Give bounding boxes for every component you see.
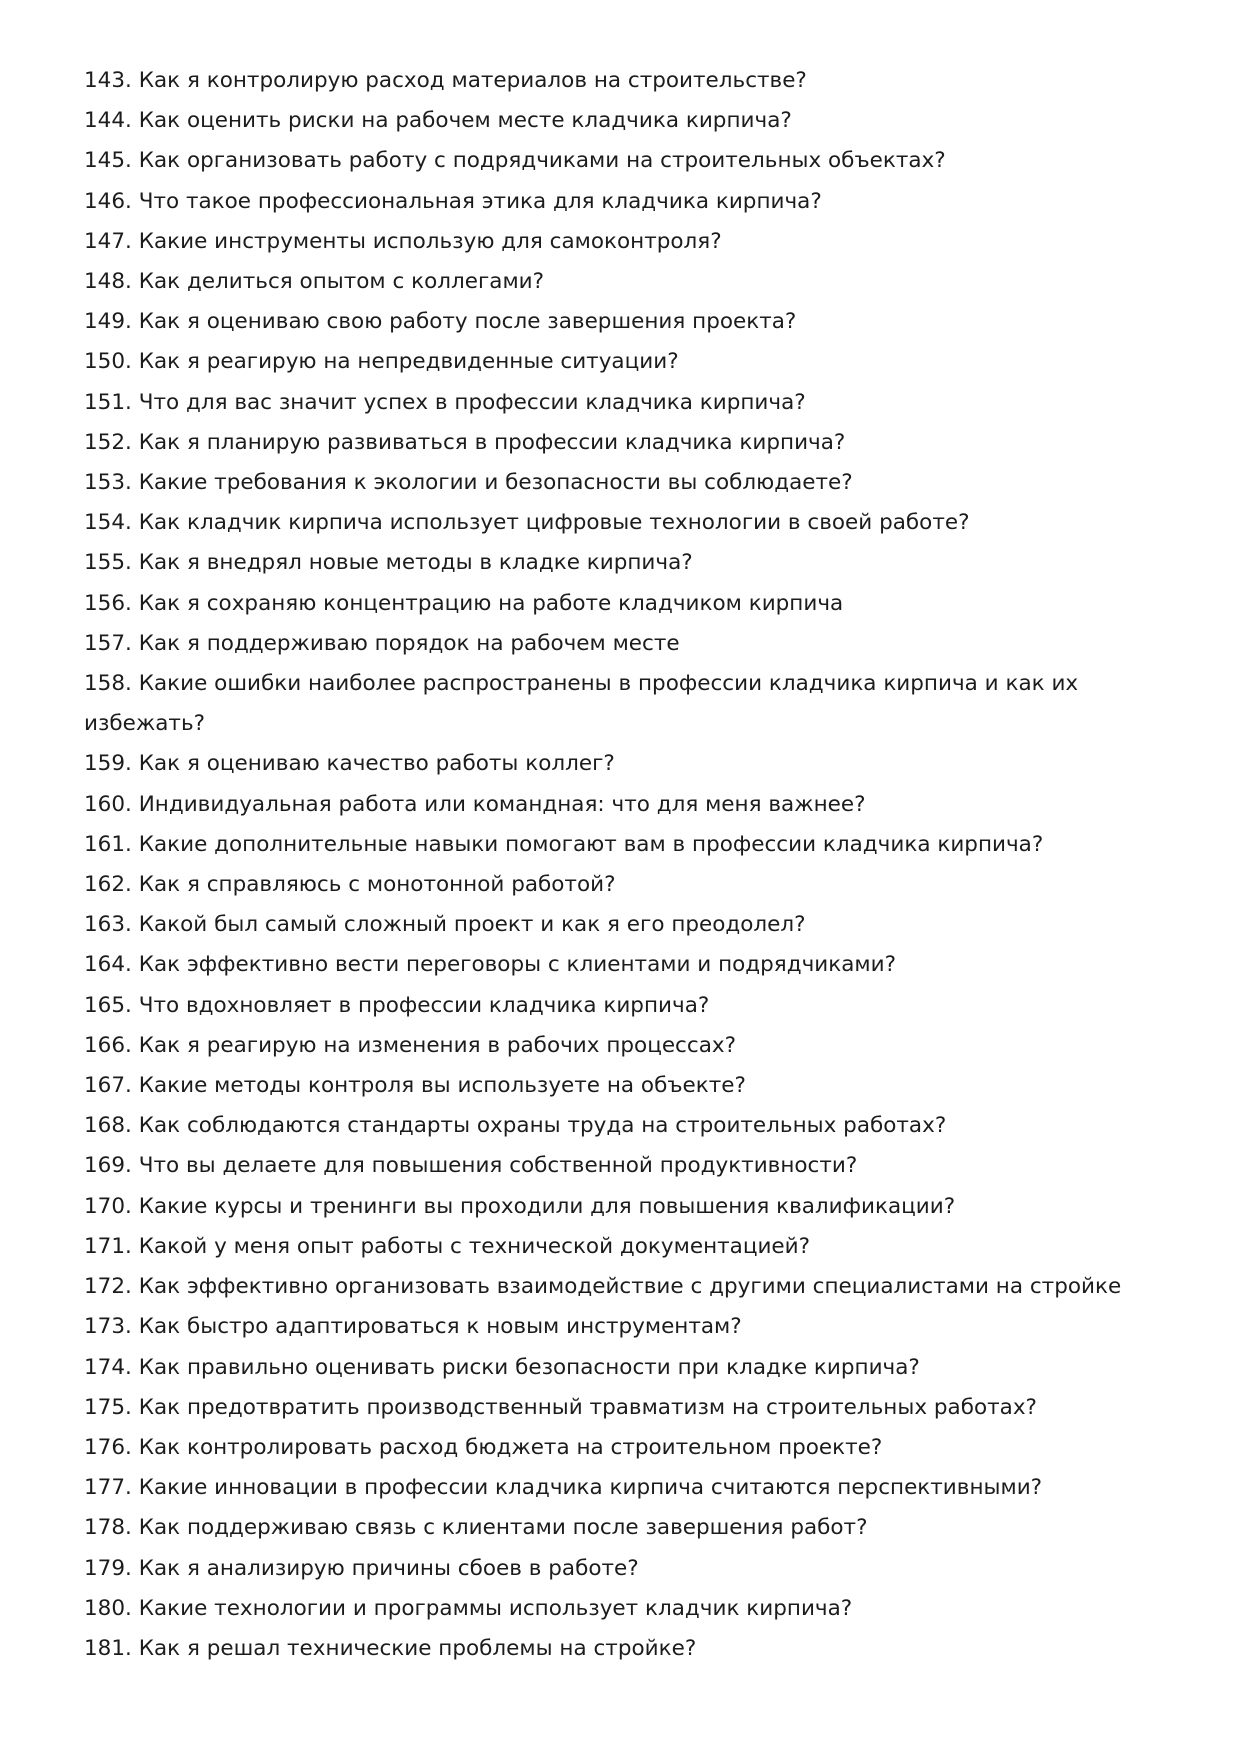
question-157: 157. Как я поддерживаю порядок на рабочем месте [84,630,680,656]
question-160: 160. Индивидуальная работа или командная: что для меня важнее? [84,791,866,817]
question-177: 177. Какие инновации в профессии кладчика кирпича считаются перспективными? [84,1475,1043,1501]
question-174: 174. Как правильно оценивать риски безопасности при кладке кирпича? [84,1354,920,1380]
question-159: 159. Как я оцениваю качество работы коллег? [84,751,615,777]
question-166: 166. Как я реагирую на изменения в рабочих процессах? [84,1032,737,1058]
question-154: 154. Как кладчик кирпича использует цифровые технологии в своей работе? [84,510,970,536]
question-180: 180. Какие технологии и программы использует кладчик кирпича? [84,1595,853,1621]
question-167: 167. Какие методы контроля вы используете на объекте? [84,1073,746,1099]
question-176: 176. Как контролировать расход бюджета на строительном проекте? [84,1434,883,1460]
question-148: 148. Как делиться опытом с коллегами? [84,269,545,295]
question-163: 163. Какой был самый сложный проект и как я его преодолел? [84,912,806,938]
question-156: 156. Как я сохраняю концентрацию на работе кладчиком кирпича [84,590,844,616]
question-146: 146. Что такое профессиональная этика для кладчика кирпича? [84,188,822,214]
question-162: 162. Как я справляюсь с монотонной работой? [84,872,616,898]
question-165: 165. Что вдохновляет в профессии кладчика кирпича? [84,992,710,1018]
question-181: 181. Как я решал технические проблемы на стройке? [84,1635,697,1661]
question-152: 152. Как я планирую развиваться в профессии кладчика кирпича? [84,429,846,455]
question-164: 164. Как эффективно вести переговоры с клиентами и подрядчиками? [84,952,897,978]
question-171: 171. Какой у меня опыт работы с технической документацией? [84,1233,811,1259]
question-168: 168. Как соблюдаются стандарты охраны труда на строительных работах? [84,1113,947,1139]
question-170: 170. Какие курсы и тренинги вы проходили для повышения квалификации? [84,1193,956,1219]
question-151: 151. Что для вас значит успех в профессии кладчика кирпича? [84,389,806,415]
question-158: 158. Какие ошибки наиболее распространены в профессии кладчика кирпича и как их [84,671,1079,697]
question-158-continuation: избежать? [84,711,206,737]
question-173: 173. Как быстро адаптироваться к новым инструментам? [84,1314,742,1340]
question-list [84,61,1164,1669]
question-169: 169. Что вы делаете для повышения собственной продуктивности? [84,1153,858,1179]
question-153: 153. Какие требования к экологии и безопасности вы соблюдаете? [84,470,853,496]
question-175: 175. Как предотвратить производственный травматизм на строительных работах? [84,1394,1037,1420]
question-144: 144. Как оценить риски на рабочем месте кладчика кирпича? [84,108,792,134]
question-147: 147. Какие инструменты использую для самоконтроля? [84,228,722,254]
question-143: 143. Как я контролирую расход материалов на строительстве? [84,68,807,93]
question-172: 172. Как эффективно организовать взаимодействие с другими специалистами на стройке [84,1274,1122,1300]
question-150: 150. Как я реагирую на непредвиденные ситуации? [84,349,679,375]
question-149: 149. Как я оцениваю свою работу после завершения проекта? [84,309,797,335]
question-161: 161. Какие дополнительные навыки помогают вам в профессии кладчика кирпича? [84,831,1044,857]
question-155: 155. Как я внедрял новые методы в кладке кирпича? [84,550,693,576]
question-145: 145. Как организовать работу с подрядчиками на строительных объектах? [84,148,946,174]
question-178: 178. Как поддерживаю связь с клиентами после завершения работ? [84,1515,868,1541]
question-179: 179. Как я анализирую причины сбоев в работе? [84,1555,639,1581]
